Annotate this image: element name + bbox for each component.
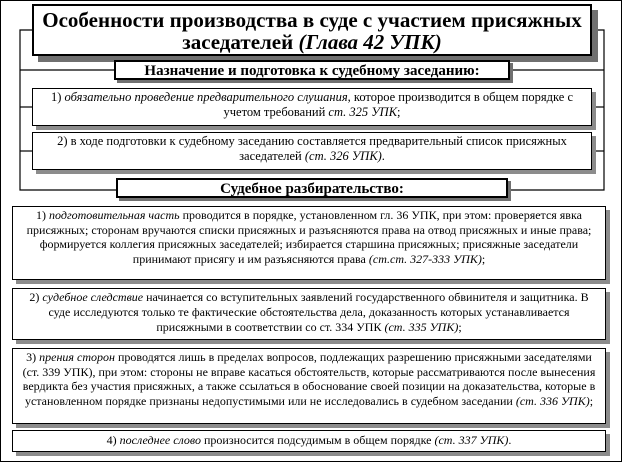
section-preparation-heading: Назначение и подготовка к судебному заседанию: [114, 60, 510, 80]
section-trial-heading: Судебное разбирательство: [116, 178, 508, 198]
title-line2: заседателей (Глава 42 УПК) [182, 30, 442, 54]
trial-item-2: 2) судебное следствие начинается со вступительных заявлений государственного обвинителя и защитника. В суде исследуются только те фактические обстоятельства дела, доказанность которых устанавливается присяжными в соответствии со ст. 334 УПК (ст. 335 УПК); [12, 288, 606, 340]
trial-item-1: 1) подготовительная часть проводится в порядке, установленном гл. 36 УПК, при этом: проверяется явка присяжных; сторонам вручаются списки присяжных и разъясняются права на отвод присяжных и иные права; формируется коллегия присяжных заседателей; избирается старшина присяжных; присяжные заседатели принимают присягу и им разъясняются права (ст.ст. 327-333 УПК); [12, 206, 606, 280]
preparation-item-2: 2) в ходе подготовки к судебному заседанию составляется предварительный список присяжных заседателей (ст. 326 УПК). [32, 132, 592, 170]
preparation-item-1: 1) обязательно проведение предварительного слушания, которое производится в общем порядке с учетом требований ст. 325 УПК; [32, 88, 592, 126]
trial-item-4: 4) последнее слово произносится подсудимым в общем порядке (ст. 337 УПК). [12, 430, 606, 452]
title-line1: Особенности производства в суде с участием присяжных [42, 8, 582, 32]
trial-item-3: 3) прения сторон проводятся лишь в пределах вопросов, подлежащих разрешению присяжными заседателями (ст. 339 УПК), при этом: стороны не вправе касаться обстоятельств, которые рассматриваются после вынесения вердикта без участия присяжных, а также ссылаться в обоснование своей позиции на доказательства, которые в установленном порядке признаны недопустимыми или не исследовались в судебном заседании (ст. 336 УПК); [12, 348, 606, 424]
title-reference: (Глава 42 УПК) [298, 30, 442, 54]
diagram-title [32, 4, 592, 56]
